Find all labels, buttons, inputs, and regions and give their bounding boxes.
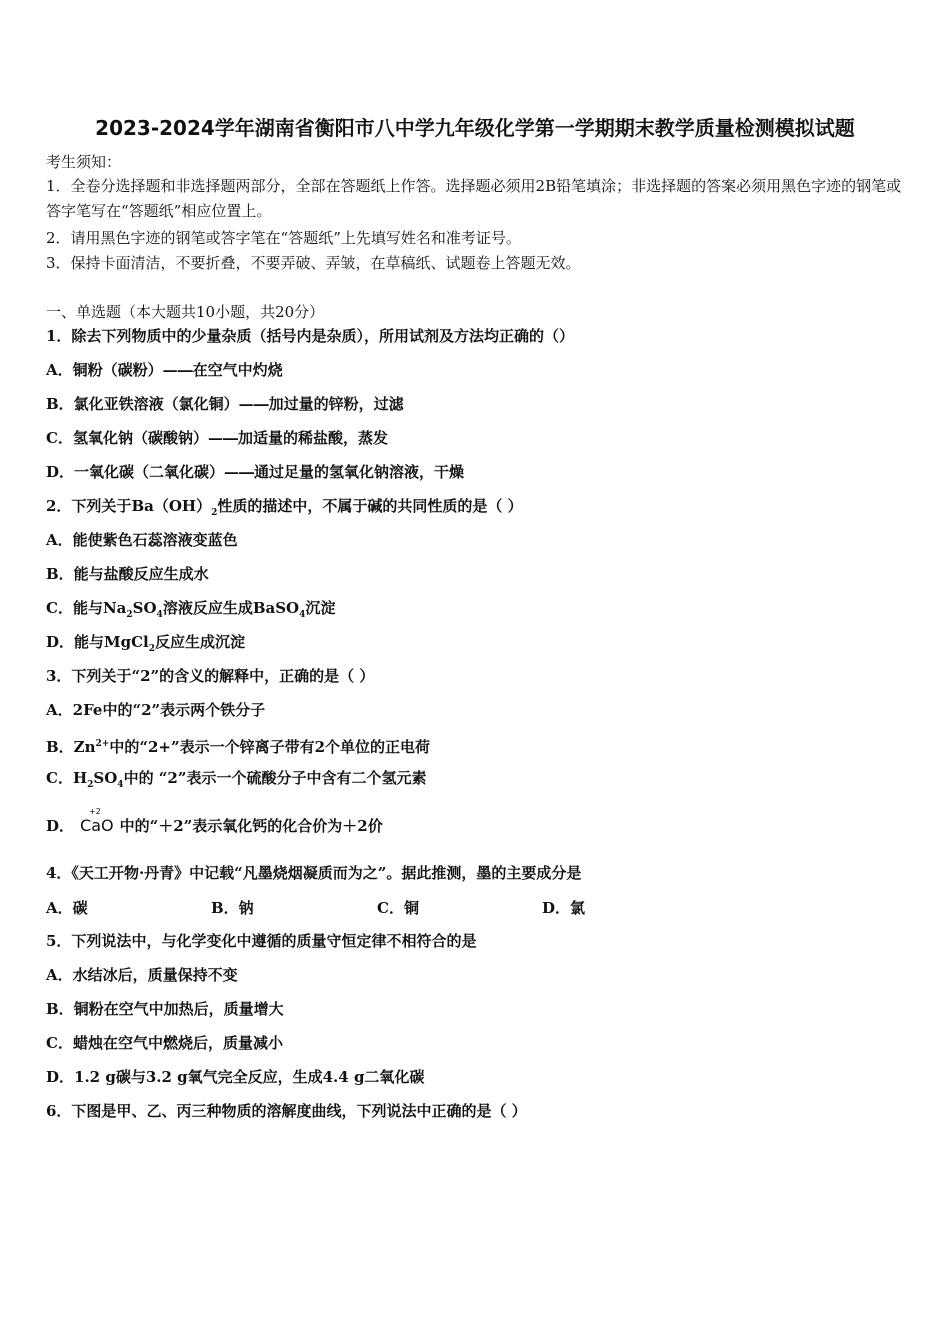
notice-item-2: 2．请用黑色字迹的钢笔或答字笔在“答题纸”上先填写姓名和准考证号。 [46,229,521,247]
formula-cao [80,807,114,836]
question-2-option-c [46,598,335,625]
question-5-stem: 5．下列说法中，与化学变化中遵循的质量守恒定律不相符合的是 [46,932,477,950]
question-5-option-b: B．铜粉在空气中加热后，质量增大 [46,1000,284,1018]
question-6-stem: 6．下图是甲、乙、丙三种物质的溶解度曲线，下列说法中正确的是（ ） [46,1102,527,1120]
question-4-stem: 4．《天工开物·丹青》中记载“凡墨烧烟凝质而为之”。据此推测，墨的主要成分是 [46,864,582,882]
option-text: 反应生成沉淀 [155,633,246,651]
question-1-option-a: A．铜粉（碳粉）—―在空气中灼烧 [46,361,283,379]
notice-item-1: 1．全卷分选择题和非选择题两部分，全部在答题纸上作答。选择题必须用2B铅笔填涂；非选择题的答案必须用黑色字迹的钢笔或答字笔写在“答题纸”相应位置上。 [46,177,902,220]
question-2-option-a: A．能使紫色石蕊溶液变蓝色 [46,531,238,549]
notice-heading: 考生须知： [46,153,122,171]
question-1-option-b: B．氯化亚铁溶液（氯化铜）—―加过量的锌粉，过滤 [46,395,404,413]
subscript: 4 [299,610,306,620]
question-4-option-d: D．氯 [542,899,586,917]
option-text: 溶液反应生成BaSO [162,599,300,617]
subscript: 2 [126,610,133,620]
option-text: B．Zn [46,738,96,756]
notice-item-3: 3．保持卡面清洁，不要折叠，不要弄破、弄皱，在草稿纸、试题卷上答题无效。 [46,254,581,272]
question-3-option-b [46,734,430,757]
question-3-option-d [46,807,383,836]
option-text: 中的“＋2”表示氧化钙的化合价为＋2价 [119,817,383,835]
option-text: C．H [46,769,88,787]
subscript: 2 [87,780,94,790]
option-text: 沉淀 [305,599,336,617]
subscript: 2 [211,508,218,518]
option-text: SO [132,599,157,617]
question-1-option-d: D．一氧化碳（二氧化碳）—―通过足量的氢氧化钠溶液，干燥 [46,463,465,481]
section-heading: 一、单选题（本大题共10小题，共20分） [46,303,325,321]
question-2-stem-part: 2．下列关于Ba（OH） [46,497,212,515]
option-text: SO [93,769,118,787]
question-3-stem: 3．下列关于“2”的含义的解释中，正确的是（ ） [46,667,375,685]
question-2-option-b: B．能与盐酸反应生成水 [46,565,209,583]
subscript: 4 [117,780,124,790]
question-4-option-b: B．钠 [211,899,254,917]
question-5-option-a: A．水结冰后，质量保持不变 [46,966,238,984]
superscript: 2+ [95,739,110,749]
oxidation-state: +2 [89,807,101,816]
question-3-option-c [46,768,426,795]
subscript: 4 [156,610,163,620]
option-text: D．能与MgCl [46,633,149,651]
question-2-option-d [46,632,245,659]
option-text: 中的 “2”表示一个硫酸分子中含有二个氢元素 [123,769,427,787]
formula-text: CaO [80,816,114,835]
option-text: C．能与Na [46,599,127,617]
question-4-option-a: A．碳 [46,899,88,917]
page-title: 2023-2024学年湖南省衡阳市八中学九年级化学第一学期期末教学质量检测模拟试题 [95,116,855,140]
question-5-option-c: C．蜡烛在空气中燃烧后，质量减小 [46,1034,283,1052]
option-text: D． [46,817,75,835]
question-4-option-c: C．铜 [377,899,419,917]
question-1-option-c: C．氢氧化钠（碳酸钠）—―加适量的稀盐酸，蒸发 [46,429,388,447]
question-3-option-a: A．2Fe中的“2”表示两个铁分子 [46,701,266,719]
subscript: 2 [148,644,156,654]
question-1-stem: 1．除去下列物质中的少量杂质（括号内是杂质），所用试剂及方法均正确的（） [46,327,574,345]
question-2-stem [46,496,523,523]
question-5-option-d: D．1.2 g碳与3.2 g氧气完全反应，生成4.4 g二氧化碳 [46,1068,425,1086]
question-2-stem-part: 性质的描述中，不属于碱的共同性质的是（ ） [217,497,523,515]
option-text: 中的“2+”表示一个锌离子带有2个单位的正电荷 [109,738,431,756]
